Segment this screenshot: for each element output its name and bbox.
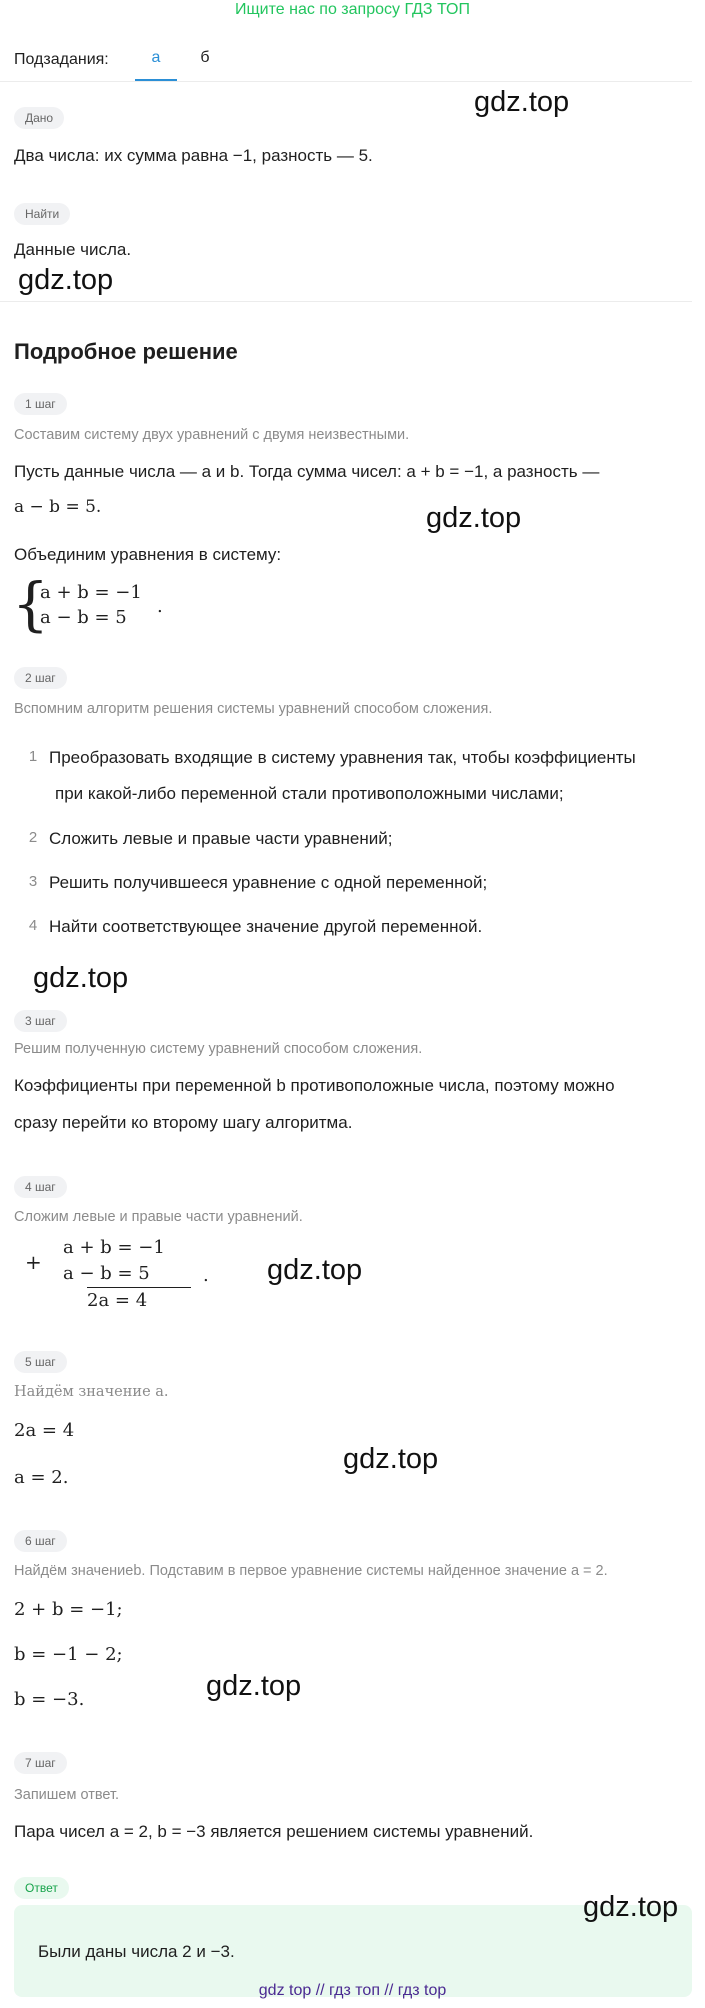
step7-chip: 7 шаг [14,1752,67,1774]
step6-hint: Найдём значениеb. Подставим в первое уравнение системы найденное значение a = 2. [14,1563,608,1579]
addition-eq1: a + b = −1 [63,1237,165,1258]
solution-title: Подробное решение [14,339,238,364]
algo-item-1-line1: Преобразовать входящие в систему уравнения так, чтобы коэффициенты [49,748,636,767]
system-eq2: a − b = 5 [40,607,127,628]
step1-chip: 1 шаг [14,393,67,415]
step4-hint: Сложим левые и правые части уравнений. [14,1209,303,1225]
tab-b[interactable]: б [200,49,210,66]
watermark: gdz.top [474,86,570,118]
algo-item-1-text [49,740,689,812]
section-divider [0,301,692,302]
addition-plus-icon: + [25,1250,42,1274]
watermark: gdz.top [206,1670,302,1702]
addition-eq2: a − b = 5 [63,1263,150,1284]
step5-line1: 2a = 4 [14,1420,75,1441]
addition-dot: . [203,1265,209,1286]
watermark: gdz.top [426,502,522,534]
step5-chip: 5 шаг [14,1351,67,1373]
step3-line2: сразу перейти ко второму шагу алгоритма. [14,1113,353,1132]
step2-hint: Вспомним алгоритм решения системы уравнений способом сложения. [14,701,493,717]
watermark: gdz.top [33,962,129,994]
watermark: gdz.top [583,1891,679,1923]
search-promo-link[interactable]: Ищите нас по запросу ГДЗ ТОП [235,1,470,18]
step3-chip: 3 шаг [14,1010,67,1032]
tab-a[interactable]: а [135,49,177,81]
algo-item-2-num: 2 [28,829,38,846]
step7-hint: Запишем ответ. [14,1787,120,1803]
addition-line [87,1287,191,1288]
step1-line1: Пусть данные числа — a и b. Тогда сумма чисел: a + b = −1, а разность — [14,462,600,481]
step5-hint: Найдём значение a. [14,1384,169,1400]
step6-line1: 2 + b = −1; [14,1599,123,1620]
step6-chip: 6 шаг [14,1530,67,1552]
find-text: Данные числа. [14,240,132,259]
footer-links[interactable]: gdz top // гдз топ // гдз top [258,1982,447,1999]
system-brace-icon: { [12,570,49,638]
algo-item-1-num: 1 [28,748,38,765]
addition-sum: 2a = 4 [87,1290,148,1311]
step3-hint: Решим полученную систему уравнений способом сложения. [14,1041,423,1057]
step4-chip: 4 шаг [14,1176,67,1198]
find-chip: Найти [14,203,70,225]
watermark: gdz.top [267,1254,363,1286]
algo-item-4-num: 4 [28,917,38,934]
step1-line2: a − b = 5. [14,497,102,517]
watermark: gdz.top [18,264,114,296]
step5-line2: a = 2. [14,1467,69,1488]
tabs-divider [0,81,692,82]
algo-item-3-num: 3 [28,873,38,890]
step3-line1: Коэффициенты при переменной b противоположные числа, поэтому можно [14,1076,615,1095]
step1-line3: Объединим уравнения в систему: [14,545,282,564]
algo-item-1-line2: при какой-либо переменной стали противоположными числами; [55,784,564,803]
step7-line1: Пара чисел a = 2, b = −3 является решением системы уравнений. [14,1822,534,1841]
algo-item-2-text: Сложить левые и правые части уравнений; [49,829,393,848]
algo-item-4-text: Найти соответствующее значение другой переменной. [49,917,483,936]
step6-line2: b = −1 − 2; [14,1644,123,1665]
answer-chip: Ответ [14,1877,69,1899]
system-eq1: a + b = −1 [40,582,142,603]
answer-text: Были даны числа 2 и −3. [38,1942,235,1961]
watermark: gdz.top [343,1443,439,1475]
given-text: Два числа: их сумма равна −1, разность — 5. [14,146,373,165]
system-dot: . [157,596,163,617]
given-chip: Дано [14,107,64,129]
step6-line3: b = −3. [14,1689,85,1710]
subtasks-label: Подзадания: [14,51,109,68]
algo-item-3-text: Решить получившееся уравнение с одной переменной; [49,873,488,892]
step1-hint: Составим систему двух уравнений с двумя неизвестными. [14,427,410,443]
step2-chip: 2 шаг [14,667,67,689]
